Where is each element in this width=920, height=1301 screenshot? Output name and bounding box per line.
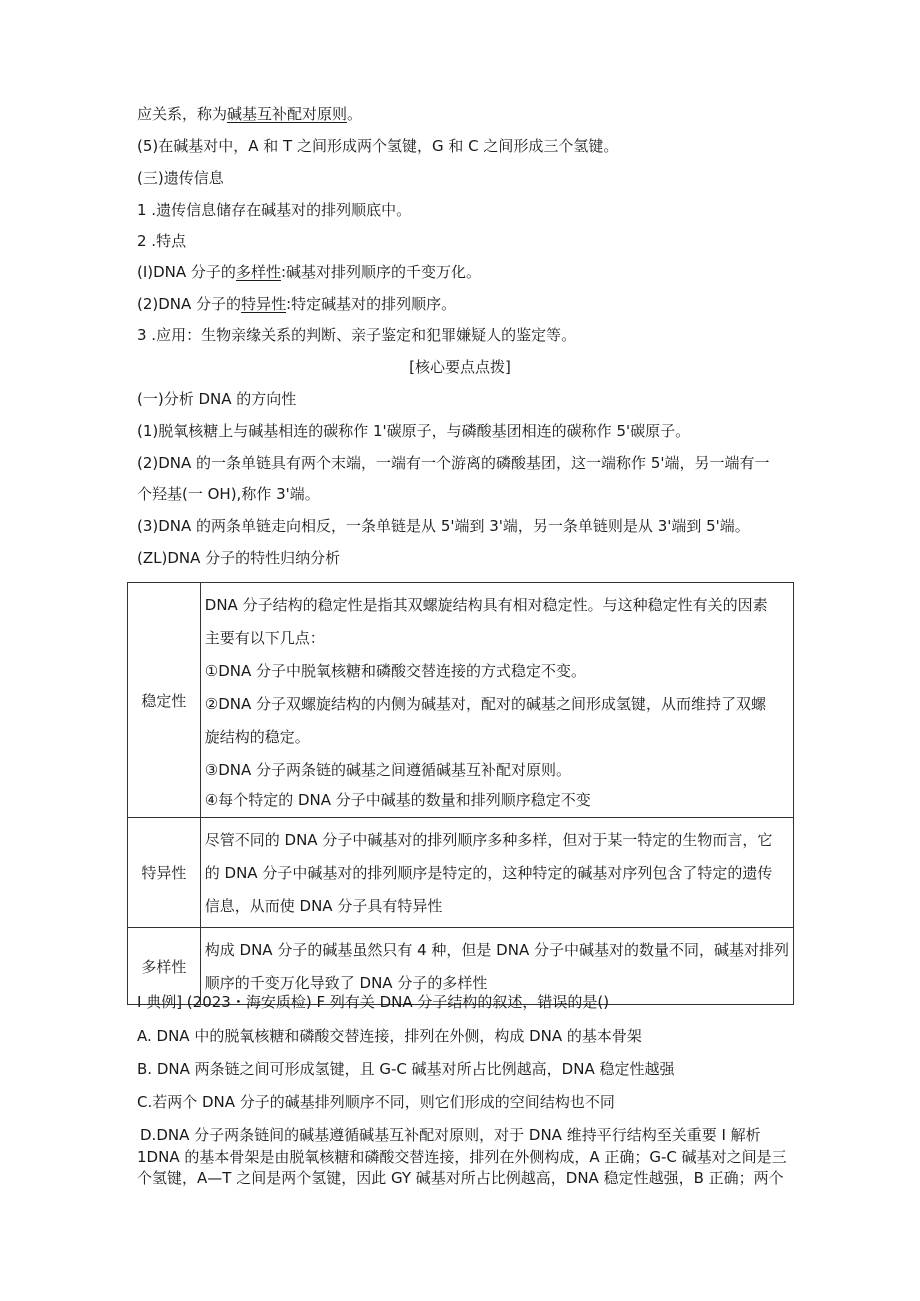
- table-row: [128, 818, 794, 928]
- example-stem: I 典例] (2023・海安质检) F 列有关 DNA 分子结构的叙述，错误的是(): [137, 993, 610, 1011]
- section-heading-genetic-info: (三)遗传信息: [137, 169, 224, 187]
- option-c: C.若两个 DNA 分子的碱基排列顺序不同，则它们形成的空间结构也不同: [137, 1093, 615, 1111]
- explanation-line-1: 1DNA 的基本骨架是由脱氧核糖和磷酸交替连接，排列在外侧构成，A 正确；G-C 碱基对之间是三: [137, 1148, 787, 1166]
- core-para-1: (1)脱氧核糖上与碱基相连的碳称作 1'碳原子，与磷酸基团相连的碳称作 5'碳原子。: [137, 422, 691, 440]
- core-para-2b: 个羟基(一 OH),称作 3'端。: [137, 485, 320, 503]
- intro-line-2: (5)在碱基对中，A 和 T 之间形成两个氢键，G 和 C 之间形成三个氢键。: [137, 137, 619, 155]
- row-value: DNA 分子结构的稳定性是指其双螺旋结构具有相对稳定性。与这种稳定性有关的因素 主要有以下几点： ①DNA 分子中脱氧核糖和磷酸交替连接的方式稳定不变。 ②DNA 分子双螺旋结构的内侧为碱基对，配对的碱基之间形成氢键，从而维持了双螺 旋结构的稳定。 ③DNA 分子两条链的碱基之间遵循碱基互补配对原则。 ④每个特定的 DNA 分子中碱基的数量和排列顺序稳定不变: [200, 583, 793, 818]
- genetic-info-item-3: 3 .应用：生物亲缘关系的判断、亲子鉴定和犯罪嫌疑人的鉴定等。: [137, 326, 577, 344]
- row-value: 尽管不同的 DNA 分子中碱基对的排列顺序多种多样，但对于某一特定的生物而言，它 的 DNA 分子中碱基对的排列顺序是特定的，这种特定的碱基对序列包含了特定的遗传 信息，从而使 DNA 分子具有特异性: [200, 818, 793, 928]
- option-a: A. DNA 中的脱氧核糖和磷酸交替连接，排列在外侧，构成 DNA 的基本骨架: [137, 1027, 642, 1045]
- row-key: 稳定性: [128, 583, 201, 818]
- term-diversity: 多样性: [235, 263, 281, 281]
- core-heading-2: (ZL)DNA 分子的特性归纳分析: [137, 549, 341, 567]
- explanation-line-2: 个氢键，A—T 之间是两个氢键，因此 GY 碱基对所占比例越高，DNA 稳定性越强，B 正确；两个: [137, 1169, 784, 1187]
- genetic-info-item-2b: (2)DNA 分子的特异性:特定碱基对的排列顺序。: [137, 295, 457, 313]
- intro-line-1: 应关系，称为碱基互补配对原则。: [137, 105, 363, 123]
- core-para-2a: (2)DNA 的一条单链具有两个末端，一端有一个游离的磷酸基团，这一端称作 5'端，另一端有一: [137, 454, 770, 472]
- row-key: 特异性: [128, 818, 201, 928]
- option-d: D.DNA 分子两条链间的碱基遵循碱基互补配对原则，对于 DNA 维持平行结构至关重要 I 解析: [140, 1126, 761, 1144]
- genetic-info-item-2: 2 .特点: [137, 232, 187, 250]
- genetic-info-item-1: 1 .遗传信息储存在碱基对的排列顺底中。: [137, 201, 412, 219]
- term-specificity: 特异性: [241, 295, 287, 313]
- table-row: [128, 583, 794, 818]
- dna-properties-table: [127, 582, 794, 1005]
- row-value: 构成 DNA 分子的碱基虽然只有 4 种，但是 DNA 分子中碱基对的数量不同，碱基对排列 顺序的千变万化导致了 DNA 分子的多样性: [200, 928, 793, 1005]
- genetic-info-item-2a: (I)DNA 分子的多样性:碱基对排列顺序的千变万化。: [137, 263, 482, 281]
- option-b: B. DNA 两条链之间可形成氢键，且 G-C 碱基对所占比例越高，DNA 稳定性越强: [137, 1060, 675, 1078]
- core-para-3: (3)DNA 的两条单链走向相反，一条单链是从 5'端到 3'端，另一条单链则是从 3'端到 5'端。: [137, 517, 750, 535]
- row-key: 多样性: [128, 928, 201, 1005]
- core-points-title: [核心要点点拨]: [409, 358, 511, 376]
- term-base-pairing-rule: 碱基互补配对原则: [227, 105, 348, 123]
- core-heading-1: (一)分析 DNA 的方向性: [137, 390, 297, 408]
